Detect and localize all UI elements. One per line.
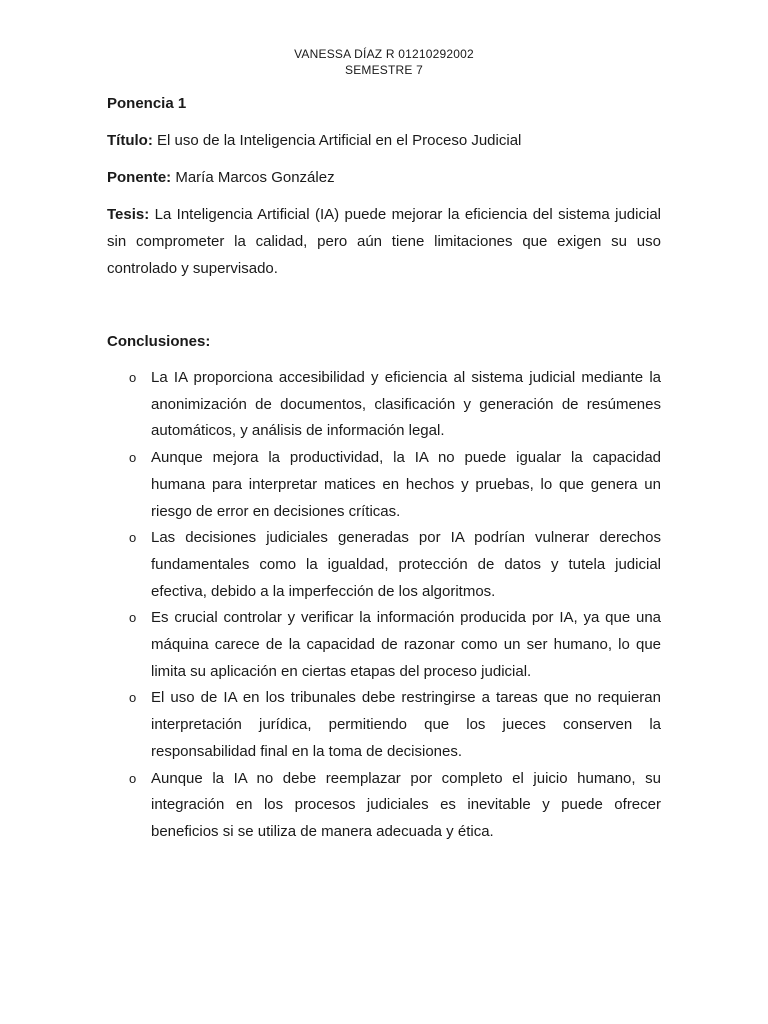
- ponente-label: Ponente:: [107, 169, 172, 186]
- list-item-text: El uso de IA en los tribunales debe restringirse a tareas que no requieran interpretación jurídica, permitiendo que los jueces conserven la responsabilidad final en la toma de decisiones.: [151, 689, 661, 760]
- list-item-text: Aunque mejora la productividad, la IA no puede igualar la capacidad humana para interpretar matices en hechos y pruebas, lo que genera un riesgo de error en decisiones críticas.: [151, 449, 661, 520]
- tesis-value: La Inteligencia Artificial (IA) puede mejorar la eficiencia del sistema judicial sin comprometer la calidad, pero aún tiene limitaciones que exigen su uso controlado y supervisado.: [107, 206, 661, 277]
- list-item: [107, 445, 661, 525]
- ponencia-heading: Ponencia 1: [107, 95, 187, 112]
- list-item: [107, 685, 661, 765]
- bullet-marker: o: [129, 370, 137, 385]
- header-author-line: VANESSA DÍAZ R 01210292002: [294, 47, 474, 61]
- ponente-value: María Marcos González: [175, 169, 335, 186]
- list-item-text: La IA proporciona accesibilidad y eficiencia al sistema judicial mediante la anonimización de documentos, clasificación y generación de resúmenes automáticos, y análisis de información legal.: [151, 369, 661, 440]
- bullet-marker: o: [129, 770, 137, 786]
- titulo-value: El uso de la Inteligencia Artificial en el Proceso Judicial: [157, 132, 522, 149]
- titulo-paragraph: [107, 127, 661, 154]
- list-item: [107, 365, 661, 445]
- conclusiones-heading: Conclusiones:: [107, 333, 211, 350]
- conclusiones-list: [107, 365, 661, 846]
- list-item-text: Aunque la IA no debe reemplazar por completo el juicio humano, su integración en los procesos judiciales es inevitable y puede ofrecer beneficios si se utiliza de manera adecuada y ética.: [151, 769, 661, 840]
- bullet-marker: o: [129, 530, 137, 546]
- bullet-marker: o: [129, 690, 137, 706]
- list-item-text: Las decisiones judiciales generadas por IA podrían vulnerar derechos fundamentales como la igualdad, protección de datos y tutela judicial efectiva, debido a la imperfección de los algoritmos.: [151, 529, 661, 600]
- header-semester-line: SEMESTRE 7: [344, 63, 424, 77]
- titulo-label: Título:: [107, 132, 153, 149]
- bullet-marker: o: [129, 450, 137, 466]
- tesis-paragraph: [107, 201, 661, 282]
- list-item: [107, 525, 661, 605]
- document-body: [107, 90, 661, 846]
- tesis-label: Tesis:: [107, 206, 150, 223]
- ponente-paragraph: [107, 164, 661, 191]
- list-item: [107, 766, 661, 846]
- bullet-marker: o: [129, 610, 137, 626]
- list-item-text: Es crucial controlar y verificar la información producida por IA, ya que una máquina carece de la capacidad de razonar como un ser humano, lo que limita su aplicación en ciertas etapas del proceso judicial.: [151, 609, 661, 680]
- page-header: [0, 46, 768, 78]
- list-item: [107, 605, 661, 685]
